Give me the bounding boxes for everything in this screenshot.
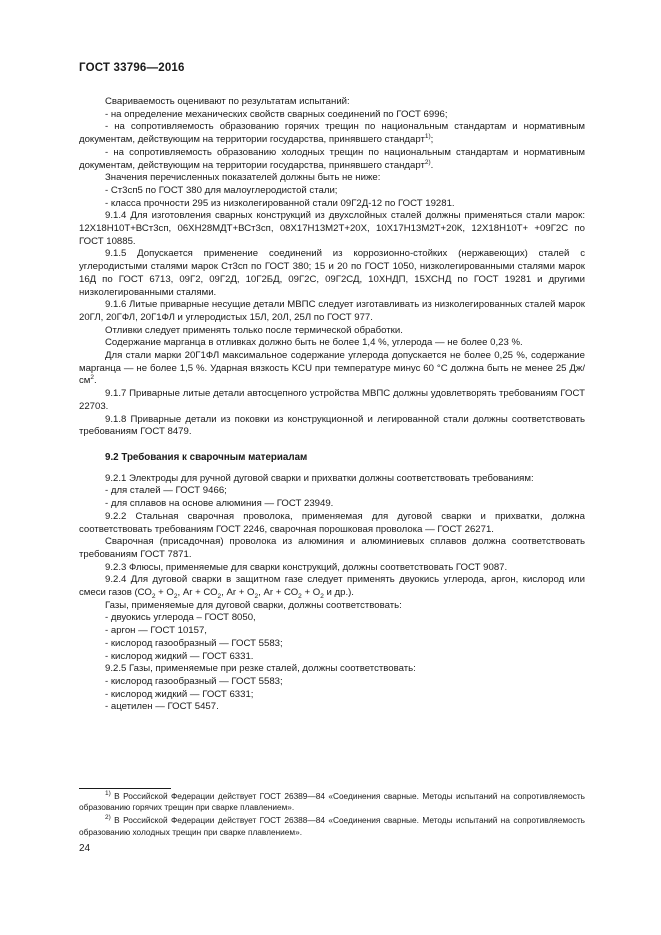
- paragraph: Отливки следует применять только после термической обработки.: [105, 324, 403, 336]
- footnote-ref: 1): [424, 132, 431, 140]
- paragraph: Значения перечисленных показателей должны быть не ниже:: [105, 172, 381, 184]
- document-header: ГОСТ 33796—2016: [79, 62, 185, 74]
- list-item: - для сплавов на основе алюминия — ГОСТ 23949.: [105, 498, 334, 510]
- footnote: $^{2)}$ В Российской Федерации действует ГОСТ 26388—84 «Соединения сварные. Методы испытаний на сопротивляемость образованию холодных трещин при сварке плавлением».: [79, 814, 585, 837]
- paragraph: 9.1.6 Литые приварные несущие детали МВПС следует изготавливать из низколегированных сталей марок 20ГЛ, 20ГФЛ, 20Г1ФЛ и углеродистых 15Л, 20Л, 25Л по ГОСТ 977.: [79, 299, 585, 323]
- paragraph: Газы, применяемые для дуговой сварки, должны соответствовать:: [105, 599, 402, 611]
- list-item: - для сталей — ГОСТ 9466;: [105, 485, 227, 497]
- paragraph: 9.1.8 Приварные детали из поковки из конструкционной и легированной стали должны соответствовать требованиям ГОСТ 8479.: [79, 413, 585, 438]
- page-number: 24: [79, 843, 91, 854]
- paragraph: Сварочная (присадочная) проволока из алюминия и алюминиевых сплавов должна соответствовать требованиям ГОСТ 7871.: [79, 536, 585, 560]
- paragraph: 9.1.5 Допускается применение соединений из коррозионно-стойких (нержавеющих) сталей с углеродистыми сталями марок Ст3сп по ГОСТ 380; 15 и 20 по ГОСТ 1050, низколегированными сталями марок 16Д по ГОСТ 6713, 09Г2, 09Г2Д, 10Г2БД, 09Г2С, 09Г2СД, 10ХНДП, 15ХСНД по ГОСТ 19281 и другими низколегированными сталями.: [79, 248, 585, 298]
- paragraph: Для стали марки 20Г1ФЛ максимальное содержание углерода допускается не более 0,25 %, содержание марганца — не более 1,5 %. Ударная вязкость KCU при температуре минус 60 °С должна быть не менее 25 $Дж/см^2$.: [79, 350, 585, 387]
- list-item: - на сопротивляемость образованию холодных трещин по национальным стандартам и нормативным документам, действующим на территории государства, принявшего стандарт$^{2)}$.: [79, 146, 585, 171]
- list-item: - кислород жидкий — ГОСТ 6331;: [105, 688, 254, 700]
- paragraph: 9.2.3 Флюсы, применяемые для сварки конструкций, должны соответствовать ГОСТ 9087.: [105, 561, 508, 573]
- footnote-divider: [79, 788, 171, 789]
- list-item: - аргон — ГОСТ 10157,: [105, 625, 207, 637]
- list-item: - ацетилен — ГОСТ 5457.: [105, 701, 219, 713]
- list-item: - кислород жидкий — ГОСТ 6331.: [105, 650, 254, 662]
- list-item: - двуокись углерода – ГОСТ 8050,: [105, 612, 256, 624]
- paragraph: 9.1.4 Для изготовления сварных конструкций из двухслойных сталей должны применяться стали марок: 12Х18Н10Т+ВСт3сп, 06ХН28МДТ+ВСт3сп, 08Х17Н13М2Т+20Х, 10Х17Н13М2Т+20К, 12Х18Н10Т+ +09Г2С по ГОСТ 10885.: [79, 210, 585, 247]
- paragraph: 9.1.7 Приварные литые детали автосцепного устройства МВПС должны удовлетворять требованиям ГОСТ 22703.: [79, 388, 585, 412]
- footnote-ref: 2): [424, 158, 431, 166]
- list-item: - Ст3сп5 по ГОСТ 380 для малоуглеродистой стали;: [105, 184, 338, 196]
- section-heading: 9.2 Требования к сварочным материалам: [105, 451, 308, 463]
- list-item: - класса прочности 295 из низколегированной стали 09Г2Д-12 по ГОСТ 19281.: [105, 197, 455, 209]
- list-item: - на сопротивляемость образованию горячих трещин по национальным стандартам и нормативным документам, действующим на территории государства, принявшего стандарт$^{1)}$;: [79, 121, 585, 146]
- list-item: - на определение механических свойств сварных соединений по ГОСТ 6996;: [105, 108, 448, 120]
- list-item: - кислород газообразный — ГОСТ 5583;: [105, 675, 283, 687]
- footnote: $^{1)}$ В Российской Федерации действует ГОСТ 26389—84 «Соединения сварные. Методы испытаний на сопротивляемость образованию горячих трещин при сварке плавлением».: [79, 790, 585, 813]
- paragraph: 9.2.4 Для дуговой сварки в защитном газе следует применять двуокись углерода, аргон, кислород или смеси газов ($СО_2 + О_2$, $Ar + СО_2$, $Ar + О_2$, $Ar + СО_2 + О_2$ и др.).: [79, 574, 585, 600]
- document-body: [79, 96, 585, 714]
- paragraph: 9.2.2 Стальная сварочная проволока, применяемая для дуговой сварки и прихватки, должна соответствовать требованиям ГОСТ 2246, сварочная порошковая проволока — ГОСТ 26271.: [79, 510, 585, 535]
- paragraph: 9.2.1 Электроды для ручной дуговой сварки и прихватки должны соответствовать требованиям:: [105, 472, 534, 484]
- paragraph: Свариваемость оценивают по результатам испытаний:: [105, 96, 350, 107]
- paragraph: 9.2.5 Газы, применяемые при резке сталей, должны соответствовать:: [105, 663, 416, 675]
- paragraph: Содержание марганца в отливках должно быть не более 1,4 %, углерода — не более 0,23 %.: [105, 337, 523, 349]
- list-item: - кислород газообразный — ГОСТ 5583;: [105, 637, 283, 649]
- footnotes: [79, 791, 585, 840]
